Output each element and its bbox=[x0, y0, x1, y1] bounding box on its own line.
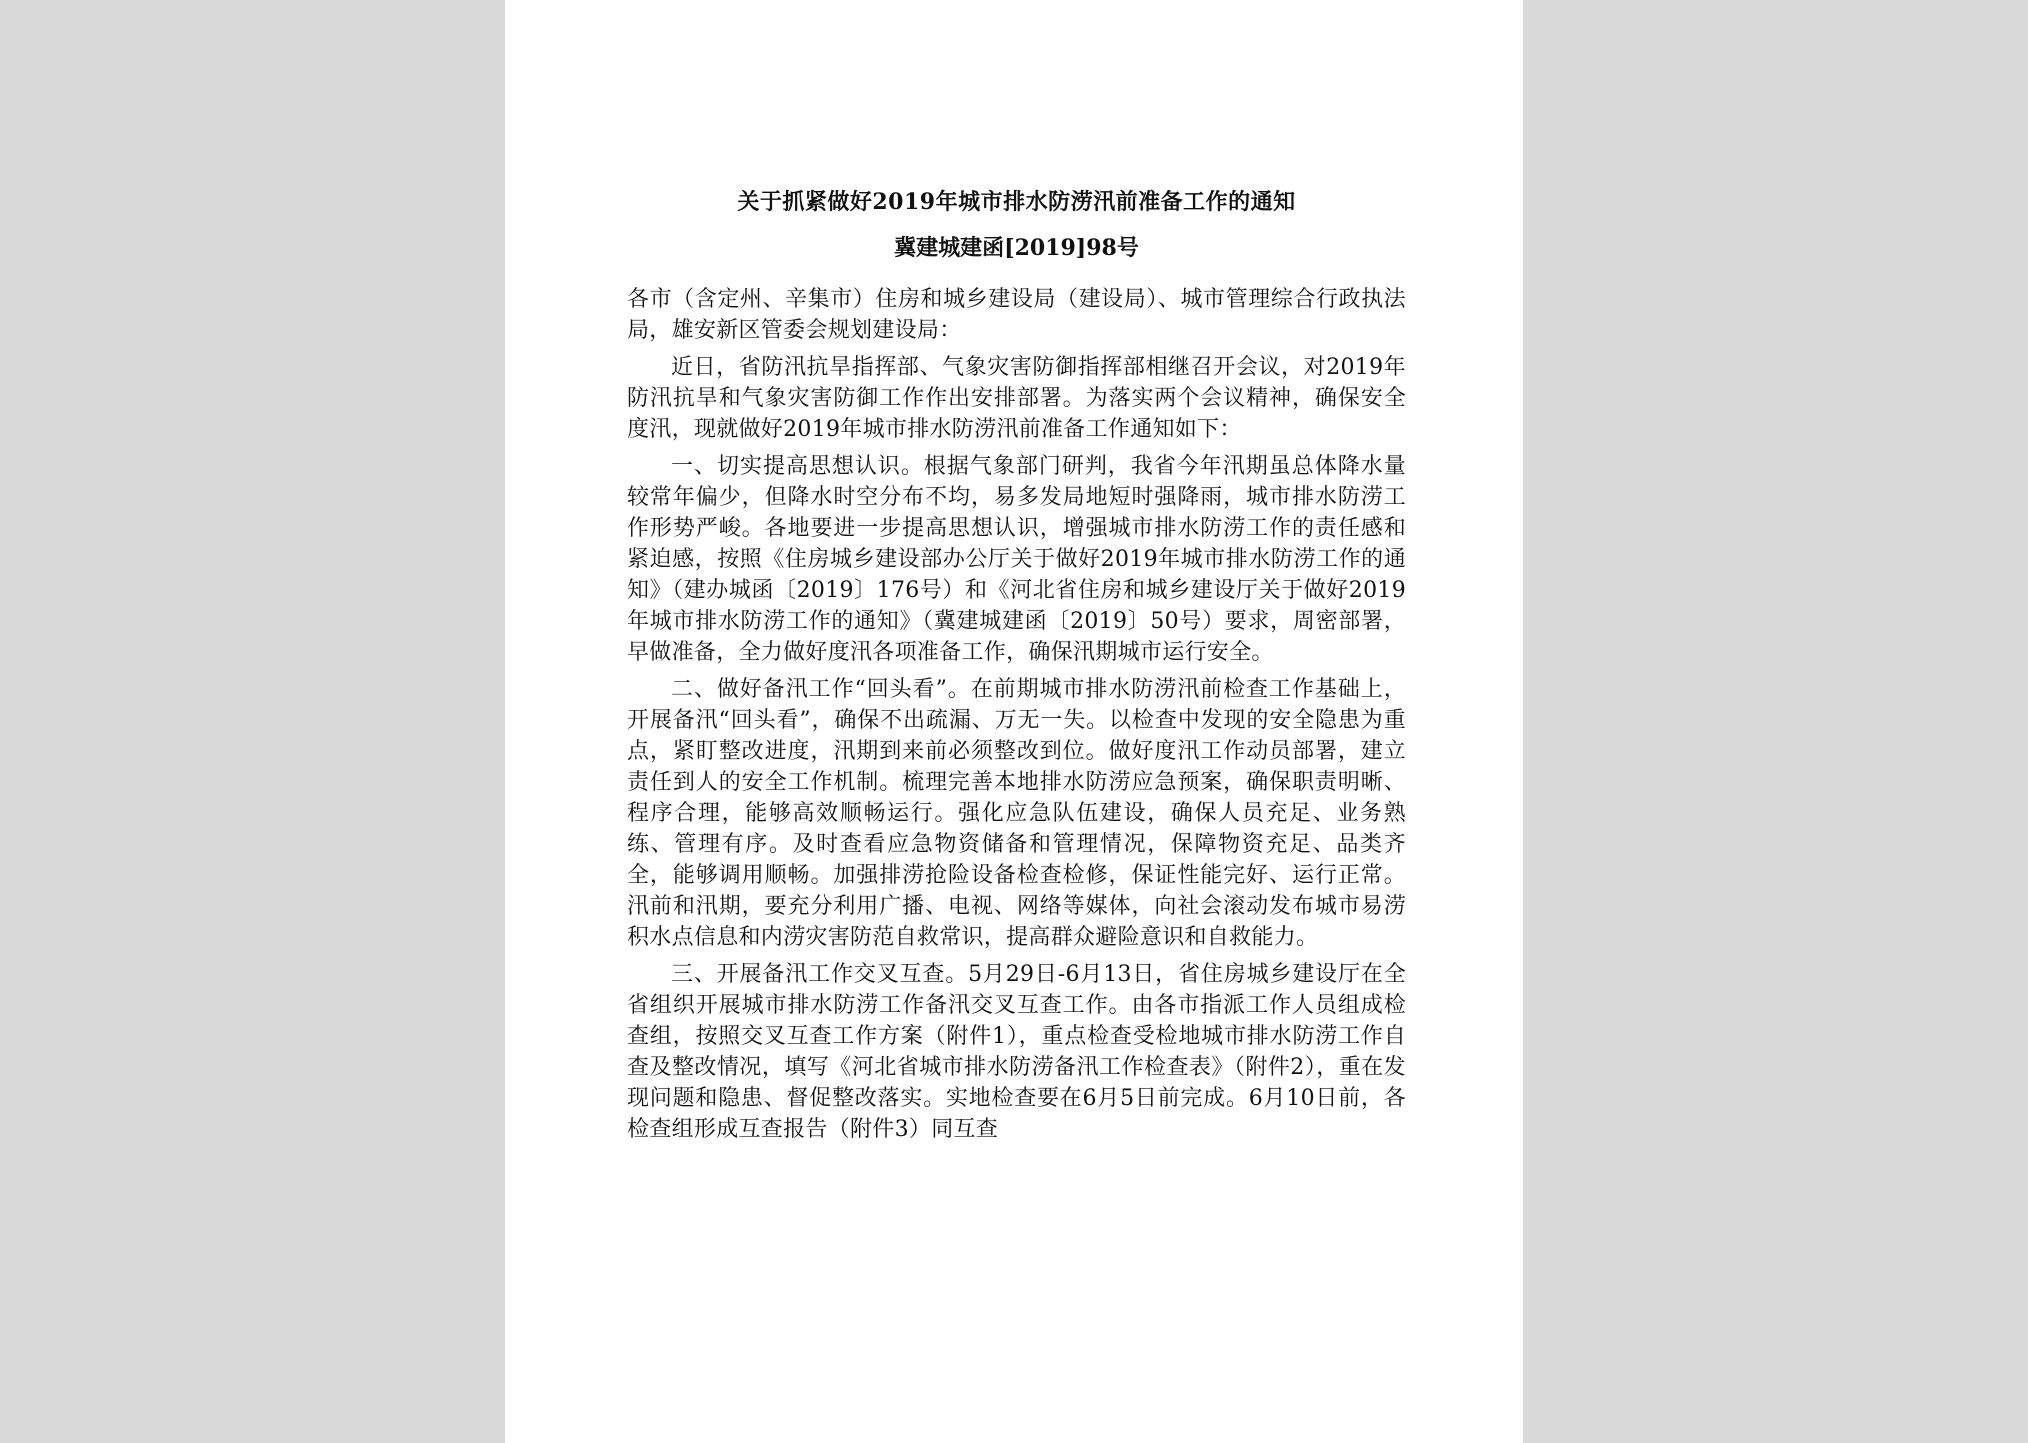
document-page bbox=[505, 0, 1523, 1443]
section-1-paragraph: 一、切实提高思想认识。根据气象部门研判，我省今年汛期虽总体降水量较常年偏少，但降水时空分布不均，易多发局地短时强降雨，城市排水防涝工作形势严峻。各地要进一步提高思想认识，增强城市排水防涝工作的责任感和紧迫感，按照《住房城乡建设部办公厅关于做好2019年城市排水防涝工作的通知》（建办城函〔2019〕176号）和《河北省住房和城乡建设厅关于做好2019年城市排水防涝工作的通知》（冀建城建函〔2019〕50号）要求，周密部署，早做准备，全力做好度汛各项准备工作，确保汛期城市运行安全。 bbox=[627, 454, 1406, 665]
document-number: 冀建城建函[2019]98号 bbox=[894, 235, 1139, 261]
intro-paragraph: 近日，省防汛抗旱指挥部、气象灾害防御指挥部相继召开会议，对2019年防汛抗旱和气象灾害防御工作作出安排部署。为落实两个会议精神，确保安全度汛，现就做好2019年城市排水防涝汛前准备工作通知如下： bbox=[627, 355, 1406, 442]
section-2-paragraph: 二、做好备汛工作“回头看”。在前期城市排水防涝汛前检查工作基础上，开展备汛“回头看”，确保不出疏漏、万无一失。以检查中发现的安全隐患为重点，紧盯整改进度，汛期到来前必须整改到位。做好度汛工作动员部署，建立责任到人的安全工作机制。梳理完善本地排水防涝应急预案，确保职责明晰、程序合理，能够高效顺畅运行。强化应急队伍建设，确保人员充足、业务熟练、管理有序。及时查看应急物资储备和管理情况，保障物资充足、品类齐全，能够调用顺畅。加强排涝抢险设备检查检修，保证性能完好、运行正常。汛前和汛期，要充分利用广播、电视、网络等媒体，向社会滚动发布城市易涝积水点信息和内涝灾害防范自救常识，提高群众避险意识和自救能力。 bbox=[627, 677, 1406, 950]
section-3-paragraph: 三、开展备汛工作交叉互查。5月29日-6月13日，省住房城乡建设厅在全省组织开展城市排水防涝工作备汛交叉互查工作。由各市指派工作人员组成检查组，按照交叉互查工作方案（附件1），重点检查受检地城市排水防涝工作自查及整改情况，填写《河北省城市排水防涝备汛工作检查表》（附件2），重在发现问题和隐患、督促整改落实。实地检查要在6月5日前完成。6月10日前，各检查组形成互查报告（附件3）同互查 bbox=[627, 962, 1406, 1142]
recipients-line: 各市（含定州、辛集市）住房和城乡建设局（建设局）、城市管理综合行政执法局，雄安新区管委会规划建设局： bbox=[627, 287, 1406, 343]
document-title: 关于抓紧做好2019年城市排水防涝汛前准备工作的通知 bbox=[737, 189, 1296, 215]
